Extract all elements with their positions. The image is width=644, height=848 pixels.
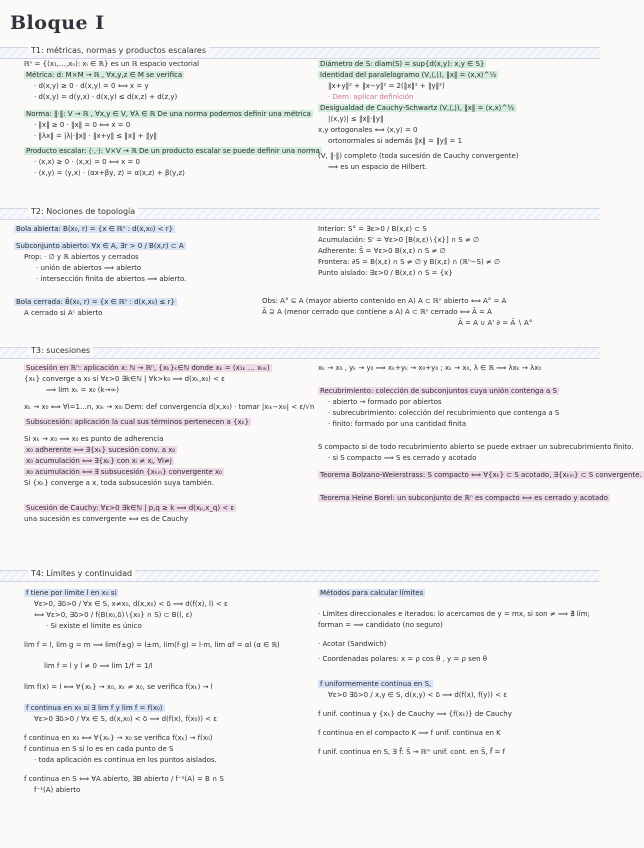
section-heading-bar — [0, 347, 600, 359]
right-column — [318, 224, 598, 279]
note-line: x₀ adherente ⟺ ∃{xₖ} sucesión conv. a x₀ — [26, 446, 176, 454]
obs-block — [262, 296, 598, 329]
note-line: Diámetro de S: diam(S) = sup{d(x,y): x,y ∈ S} — [320, 60, 485, 68]
note-line: f⁻¹(A) abierto — [34, 786, 81, 794]
section-heading: T4: Límites y continuidad — [28, 569, 135, 578]
note-line: Bola abierta: B(x₀, r) = {x ∈ ℝⁿ : d(x,x₀) < r} — [16, 225, 174, 233]
note-line: Si xₖ → x₀ ⟹ x₀ es punto de adherencia — [24, 435, 164, 443]
note-line: Sucesión en ℝⁿ: aplicación x: ℕ → ℝⁿ, {xₖ}ₖ∈ℕ donde xₖ = (x₁ₖ … xₙₖ) — [26, 364, 270, 372]
note-line: Acumulación: S' = ∀ε>0 [B(x,ε)∖{x}] ∩ S ≠ ∅ — [318, 236, 480, 244]
note-line: · ⟨x,y⟩ = ⟨y,x⟩ · ⟨αx+βy, z⟩ = α⟨x,z⟩ + β⟨y,z⟩ — [34, 169, 185, 177]
note-line: Métodos para calcular límites — [320, 589, 424, 597]
note-line: Teorema Bolzano-Weierstrass: S compacto ⟺ ∀{xₖ} ⊂ S acotado, ∃{xₖₘ} ⊂ S convergente. — [320, 471, 642, 479]
note-line: Teorema Heine Borel: un subconjunto de ℝⁿ es compacto ⟺ es cerrado y acotado — [320, 494, 608, 502]
note-line: · subrecubrimiento: colección del recubrimiento que contenga a S — [328, 409, 560, 417]
note-line: ⟺ ∀ε>0, ∃δ>0 / f(B(x₀,δ)∖{x₀} ∩ S) ⊂ B(l, ε) — [34, 611, 193, 619]
note-line: Producto escalar: ⟨·,·⟩: V×V → ℝ De un producto escalar se puede definir una norma — [26, 147, 320, 155]
note-line: ℝⁿ = {(x₁,…,xₙ): xᵢ ∈ ℝ} es un ℝ espacio vectorial — [24, 60, 200, 68]
note-line: ortonormales si además ‖x‖ = ‖y‖ = 1 — [328, 137, 463, 145]
note-line: · Coordenadas polares: x = ρ cos θ , y = ρ sen θ — [318, 655, 488, 663]
note-line: f unif. continua en S, ∃ f̃: S̄ → ℝᵐ unif. cont. en S̄, f̃ = f — [318, 748, 506, 756]
note-line: · d(x,y) = d(y,x) · d(x,y) ≤ d(x,z) + d(z,y) — [34, 93, 178, 101]
note-line: f tiene por límite l en x₀ si — [26, 589, 117, 597]
note-line: lim f = l y l ≠ 0 ⟹ lim 1/f = 1/l — [44, 662, 153, 670]
note-line: S compacto si de todo recubrimiento abierto se puede extraer un subrecubrimiento finito. — [318, 443, 634, 451]
note-line: {xₖ} converge a x₀ si ∀ε>0 ∃k∈ℕ | ∀k>k₀ ⟹ d(xₖ,x₀) < ε — [24, 375, 225, 383]
note-line: Desigualdad de Cauchy-Schwartz (V,⟨,⟩), ‖x‖ = ⟨x,x⟩^½ — [320, 104, 515, 112]
note-line: · abierto → formado por abiertos — [328, 398, 442, 406]
note-line: x₀ acumulación ⟺ ∃ subsucesión {xₖₘ} convergente x₀ — [26, 468, 222, 476]
note-line: ∀ε>0 ∃δ>0 / x,y ∈ S, d(x,y) < δ ⟹ d(f(x), f(y)) < ε — [328, 691, 507, 699]
note-line: f uniformemente continua en S, — [320, 680, 432, 688]
note-line: Interior: S° = ∃ε>0 / B(x,ε) ⊂ S — [318, 225, 427, 233]
note-line: f unif. continua y {xₖ} de Cauchy ⟹ {f(xₖ)} de Cauchy — [318, 710, 512, 718]
note-line: Frontera: ∂S = B(x,ε) ∩ S ≠ ∅ y B(x,ε) ∩ (ℝⁿ−S) ≠ ∅ — [318, 258, 501, 266]
note-line: Norma: ‖·‖: V → ℝ , ∀x,y ∈ V, ∀λ ∈ ℝ De una norma podemos definir una métrica — [26, 110, 311, 118]
note-line: · intersección finita de abiertos ⟹ abierto. — [36, 275, 187, 283]
note-line: · ⟨x,x⟩ ≥ 0 · ⟨x,x⟩ = 0 ⟺ x = 0 — [34, 158, 141, 166]
note-line: · Si existe el límite es único — [46, 622, 142, 630]
note-line: · finito: formado por una cantidad finita — [328, 420, 467, 428]
note-line: f continua en S si lo es en cada punto de S — [24, 745, 174, 753]
note-line: Ā = A ∪ A' ∂ = Ā ∖ A° — [458, 319, 533, 327]
note-line: ∀ε>0 ∃δ>0 / ∀x ∈ S, d(x,x₀) < δ ⟹ d(f(x), f(x₀)) < ε — [34, 715, 218, 723]
note-line: · toda aplicación es continua en los puntos aislados. — [34, 756, 217, 764]
note-line: x₀ acumulación ⟺ ∃{xₖ} con xᵢ ≠ xⱼ, ∀i≠j — [26, 457, 172, 465]
note-line: ⟹ es un espacio de Hilbert. — [328, 163, 428, 171]
note-line: Obs: A° ⊆ A (mayor abierto contenido en A) A ⊂ ℝⁿ abierto ⟺ A° = A — [262, 297, 507, 305]
left-column — [14, 224, 299, 319]
note-line: lim f(x) = l ⟺ ∀{xₖ} → x₀, xₖ ≠ x₀, se verifica f(xₖ) → l — [24, 683, 213, 691]
note-line: ‖x+y‖² + ‖x−y‖² = 2(‖x‖² + ‖y‖²) — [328, 82, 445, 90]
left-column — [24, 59, 320, 179]
note-line: A cerrado si Aᶜ abierto — [24, 309, 103, 317]
note-line: (V, ‖·‖) completo (toda sucesión de Cauchy convergente) — [318, 152, 519, 160]
note-line: Ā ⊇ A (menor cerrado que contiene a A) A ⊂ ℝⁿ cerrado ⟺ Ā = A — [262, 308, 492, 316]
left-column — [24, 588, 314, 796]
note-line: · Dem: aplicar definición — [328, 93, 414, 101]
note-line: ∀ε>0, ∃δ>0 / ∀x ∈ S, x≠x₀, d(x,x₀) < δ ⟹ d(f(x), l) < ε — [34, 600, 228, 608]
section-heading: T2: Nociones de topología — [28, 207, 138, 216]
note-line: |⟨x,y⟩| ≤ ‖x‖·‖y‖ — [328, 115, 384, 123]
note-line: x,y ortogonales ⟺ ⟨x,y⟩ = 0 — [318, 126, 418, 134]
note-line: · Acotar (Sandwich) — [318, 640, 387, 648]
note-line: Punto aislado: ∃ε>0 / B(x,ε) ∩ S = {x} — [318, 269, 453, 277]
note-line: Recubrimiento: colección de subconjuntos cuya unión contenga a S — [320, 387, 557, 395]
right-column — [318, 363, 642, 504]
right-column — [318, 59, 603, 173]
note-line: · ‖λx‖ = |λ|·‖x‖ · ‖x+y‖ ≤ ‖x‖ + ‖y‖ — [34, 132, 158, 140]
note-line: · ‖x‖ ≥ 0 · ‖x‖ = 0 ⟺ x = 0 — [34, 121, 131, 129]
note-line: f continua en S ⟺ ∀A abierto, ∃B abierto / f⁻¹(A) = B ∩ S — [24, 775, 224, 783]
note-line: xₖ → x₀ , yₖ → y₀ ⟹ xₖ+yₖ → x₀+y₀ ; xₖ → x₀, λ ∈ ℝ ⟹ λxₖ → λx₀ — [318, 364, 542, 372]
section-heading: T1: métricas, normas y productos escalares — [28, 46, 209, 55]
note-line: Bola cerrada: B̄(x₀, r) = {x ∈ ℝⁿ : d(x,x₀) ≤ r} — [16, 298, 175, 306]
note-line: lim f = l, lim g = m ⟹ lim(f±g) = l±m, lim(f·g) = l·m, lim αf = αl (α ∈ ℝ) — [24, 641, 280, 649]
note-line: f continua en x₀ si ∃ lim f y lim f = f(x₀) — [26, 704, 163, 712]
note-line: una sucesión es convergente ⟺ es de Cauchy — [24, 515, 189, 523]
note-line: f continua en el compacto K ⟹ f unif. continua en K — [318, 729, 501, 737]
section-heading: T3: sucesiones — [28, 346, 93, 355]
section-heading-bar — [0, 47, 600, 59]
section-heading-bar — [0, 208, 600, 220]
note-line: xₖ → x₀ ⟺ ∀i=1…n, xᵢₖ → x₀ᵢ Dem: def convergencia d(x,x₀) · tomar |xᵢₖ−x₀ᵢ| < ε/√n — [24, 403, 315, 411]
note-line: · d(x,y) ≥ 0 · d(x,y) = 0 ⟺ x = y — [34, 82, 149, 90]
note-line: f continua en x₀ ⟺ ∀{xₖ} → x₀ se verifica f(xₖ) → f(x₀) — [24, 734, 213, 742]
note-line: · si S compacto ⟹ S es cerrado y acotado — [328, 454, 477, 462]
note-line: Sucesión de Cauchy: ∀ε>0 ∃k∈ℕ | p,q ≥ k ⟹ d(xₚ,x_q) < ε — [26, 504, 235, 512]
note-line: Prop: · ∅ y ℝ abiertos y cerrados — [24, 253, 139, 261]
note-line: · unión de abiertos ⟹ abierto — [36, 264, 142, 272]
page-title: Bloque I — [10, 12, 105, 34]
note-line: ⟹ lim xₖ = x₀ (k→∞) — [46, 386, 120, 394]
note-line: Adherente: S̄ = ∀ε>0 B(x,ε) ∩ S ≠ ∅ — [318, 247, 446, 255]
note-line: Si {xₖ} converge a x, toda subsucesión suya también. — [24, 479, 214, 487]
section-heading-bar — [0, 570, 600, 582]
note-line: · Límites direccionales e iterados: lo acercamos de y = mx, si son ≠ ⟹ ∄ lím; forman = ⟹ candidato (no seguro) — [318, 610, 590, 629]
note-line: Métrica: d: M×M → ℝ , ∀x,y,z ∈ M se verifica — [26, 71, 183, 79]
note-line: Subsucesión: aplicación la cual sus términos pertenecen a {xₖ} — [26, 418, 250, 426]
note-line: Subconjunto abierto: ∀x ∈ A, ∃r > 0 / B(x,r) ⊂ A — [16, 242, 184, 250]
right-column — [318, 588, 598, 758]
left-column — [24, 363, 314, 525]
note-line: Identidad del paralelogramo (V,⟨,⟩), ‖x‖ = ⟨x,x⟩^½ — [320, 71, 497, 79]
